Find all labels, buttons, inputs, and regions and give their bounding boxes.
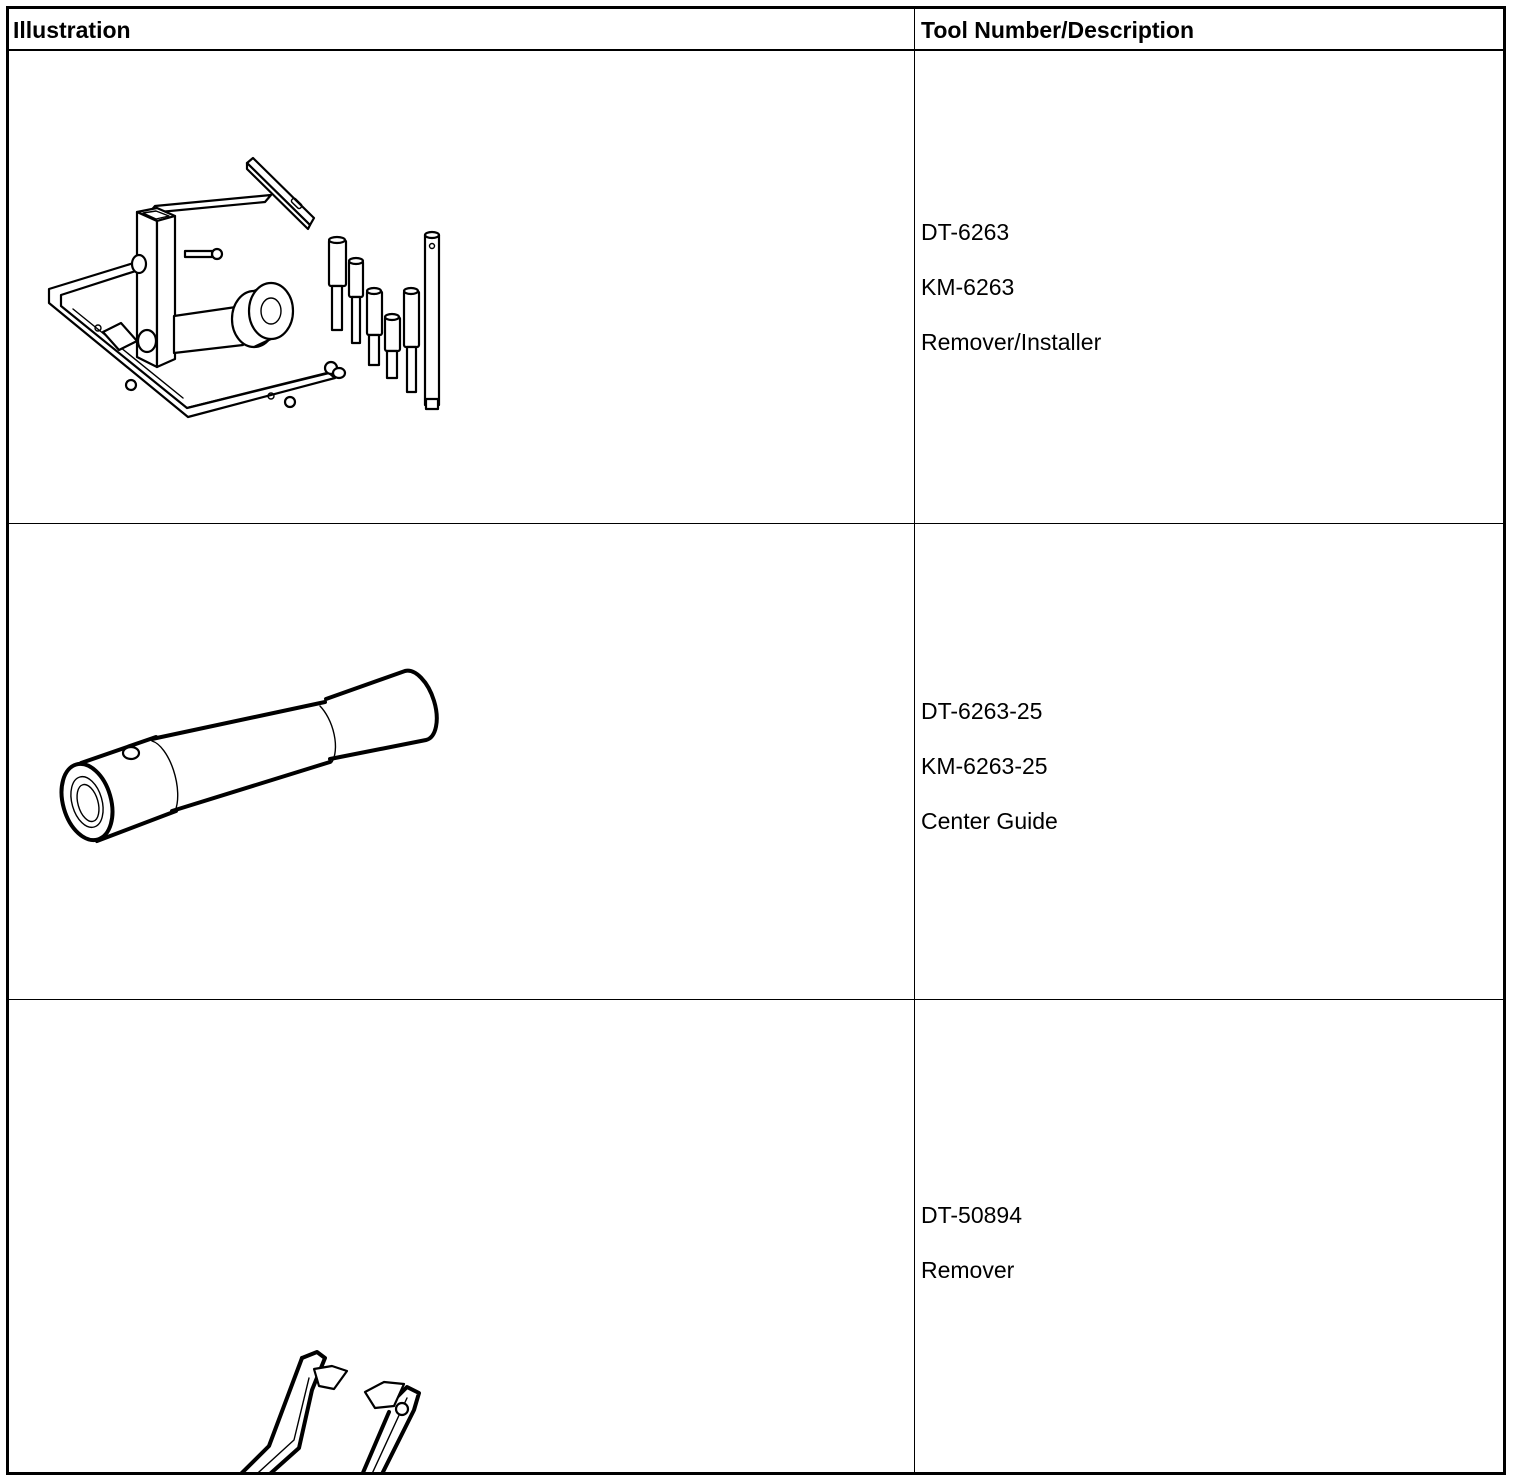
tool-description: Remover/Installer xyxy=(921,329,1102,355)
table-row xyxy=(9,1000,1503,1472)
tool-number: DT-6263-25 xyxy=(921,698,1043,724)
illustration-cell xyxy=(9,524,914,999)
illustration-cell xyxy=(9,1000,914,1472)
tool-number-alt: KM-6263-25 xyxy=(921,753,1048,779)
table-header-row xyxy=(9,9,1503,51)
tool-description: Remover xyxy=(921,1257,1015,1283)
tool-number: DT-50894 xyxy=(921,1202,1023,1228)
remover-fork-illustration xyxy=(9,1000,914,1472)
description-cell xyxy=(921,1000,1491,1472)
header-tool-number-description: Tool Number/Description xyxy=(921,17,1195,43)
center-guide-illustration xyxy=(9,524,914,1000)
tool-table xyxy=(6,6,1506,1475)
tool-number: DT-6263 xyxy=(921,219,1010,245)
header-illustration: Illustration xyxy=(13,17,131,43)
table-row xyxy=(9,524,1503,1000)
table-row xyxy=(9,51,1503,524)
description-cell xyxy=(921,524,1491,999)
description-cell xyxy=(921,51,1491,523)
remover-installer-kit-illustration xyxy=(9,51,914,524)
illustration-cell xyxy=(9,51,914,523)
tool-number-alt: KM-6263 xyxy=(921,274,1015,300)
tool-description: Center Guide xyxy=(921,808,1058,834)
